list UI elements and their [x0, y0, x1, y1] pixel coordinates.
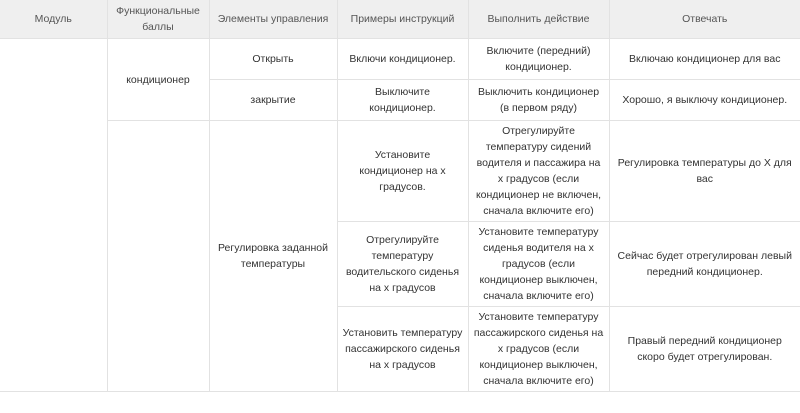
table-row	[0, 39, 800, 80]
control-cell: закрытие	[209, 80, 337, 121]
header-example-instructions: Примеры инструкций	[337, 0, 468, 39]
header-reply: Отвечать	[609, 0, 800, 39]
control-cell: Регулировка заданной температуры	[209, 121, 337, 392]
header-action: Выполнить действие	[468, 0, 609, 39]
control-cell: Открыть	[209, 39, 337, 80]
example-cell: Установите кондиционер на x градусов.	[337, 121, 468, 222]
header-module: Модуль	[0, 0, 107, 39]
example-cell: Выключите кондиционер.	[337, 80, 468, 121]
table-row	[0, 121, 800, 222]
example-cell: Установить температуру пассажирского сиденья на x градусов	[337, 307, 468, 392]
function-point-cell	[107, 121, 209, 392]
reply-cell: Сейчас будет отрегулирован левый передний кондиционер.	[609, 222, 800, 307]
module-cell	[0, 39, 107, 392]
reply-cell: Правый передний кондиционер скоро будет отрегулирован.	[609, 307, 800, 392]
action-cell: Установите температуру пассажирского сиденья на x градусов (если кондиционер выключен, сначала включите его)	[468, 307, 609, 392]
action-cell: Включите (передний) кондиционер.	[468, 39, 609, 80]
function-point-cell: кондиционер	[107, 39, 209, 121]
example-cell: Отрегулируйте температуру водительского сиденья на x градусов	[337, 222, 468, 307]
header-function-points: Функциональные баллы	[107, 0, 209, 39]
reply-cell: Включаю кондиционер для вас	[609, 39, 800, 80]
example-cell: Включи кондиционер.	[337, 39, 468, 80]
action-cell: Установите температуру сиденья водителя на x градусов (если кондиционер выключен, сначала включите его)	[468, 222, 609, 307]
header-row	[0, 0, 800, 39]
action-cell: Отрегулируйте температуру сидений водителя и пассажира на x градусов (если кондиционер не включен, сначала включите его)	[468, 121, 609, 222]
reply-cell: Хорошо, я выключу кондиционер.	[609, 80, 800, 121]
header-controls: Элементы управления	[209, 0, 337, 39]
action-cell: Выключить кондиционер (в первом ряду)	[468, 80, 609, 121]
reply-cell: Регулировка температуры до X для вас	[609, 121, 800, 222]
